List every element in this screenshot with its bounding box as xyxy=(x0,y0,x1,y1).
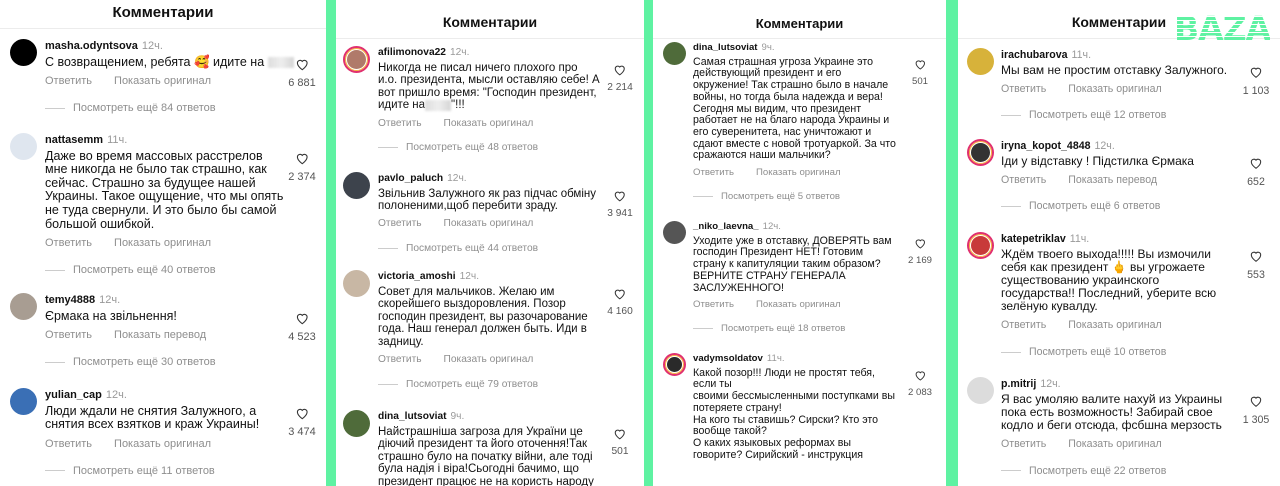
comment-line: була надія і віра!Сьогодні бачимо, що xyxy=(378,463,579,476)
avatar[interactable] xyxy=(663,353,686,376)
heart-icon[interactable] xyxy=(600,189,640,203)
timestamp: 9ч. xyxy=(450,411,465,422)
avatar[interactable] xyxy=(967,377,994,404)
avatar-image xyxy=(971,143,990,162)
reply-button[interactable]: Ответить xyxy=(378,354,422,366)
heart-icon[interactable] xyxy=(600,287,640,301)
comment-text xyxy=(693,368,895,462)
comment-line: вообще такой? xyxy=(693,425,767,438)
comment-text xyxy=(1001,155,1194,168)
comment-actions xyxy=(378,118,600,129)
like-count: 3 474 xyxy=(288,426,316,439)
reply-button[interactable]: Ответить xyxy=(693,299,735,311)
translate-button[interactable]: Показать оригинал xyxy=(756,167,841,179)
like-count: 2 083 xyxy=(907,387,932,399)
reply-button[interactable]: Ответить xyxy=(378,117,422,129)
like-count: 501 xyxy=(911,76,928,88)
view-replies-label[interactable]: Посмотреть ещё 79 ответов xyxy=(406,379,539,391)
username[interactable] xyxy=(378,172,596,186)
like-control[interactable] xyxy=(282,406,322,439)
timestamp: 12ч. xyxy=(447,173,467,184)
comment-body xyxy=(693,221,892,334)
avatar[interactable] xyxy=(10,133,37,160)
comment-body xyxy=(1001,139,1194,212)
username-text[interactable]: nattasemm xyxy=(45,134,104,146)
comment-line: если ты xyxy=(693,378,732,391)
comment-body xyxy=(693,42,896,202)
comments-title: Комментарии xyxy=(1071,14,1167,30)
comment-line: сдают вместе с новой тротуаркой. За что xyxy=(693,137,896,150)
heart-icon[interactable] xyxy=(1236,394,1276,408)
view-replies-label[interactable]: Посмотреть ещё 40 ответов xyxy=(73,264,216,277)
timestamp: 11ч. xyxy=(1071,49,1092,61)
timestamp: 9ч. xyxy=(761,42,775,53)
avatar[interactable] xyxy=(967,139,994,166)
heart-icon[interactable] xyxy=(900,58,940,71)
comment-body xyxy=(1001,377,1222,477)
comment-line: идите на "!!! xyxy=(378,99,465,112)
comment-line: діючий президент та його оточення!Так xyxy=(378,438,588,451)
comment-text xyxy=(45,405,259,432)
timestamp: 11ч. xyxy=(766,353,785,364)
reply-button[interactable]: Ответить xyxy=(45,237,93,250)
comment-text xyxy=(45,310,228,324)
comment-line: С возвращением, ребята 🥰 идите на xyxy=(45,56,294,70)
comment-line: большой ошибкой. xyxy=(45,216,155,231)
timestamp: 12ч. xyxy=(762,221,781,232)
username[interactable] xyxy=(1001,377,1222,391)
comment-line: господин президент, вы разочарование xyxy=(378,310,588,323)
reply-button[interactable]: Ответить xyxy=(1001,319,1047,332)
comment-line: сейчас. Страшно за будущее нашей xyxy=(45,175,256,190)
reply-button[interactable]: Ответить xyxy=(693,167,735,179)
comment-actions xyxy=(693,299,892,310)
heart-icon[interactable] xyxy=(1236,65,1276,79)
comment-line: страну к капитуляции таким образом? xyxy=(693,258,881,271)
avatar[interactable] xyxy=(967,232,994,259)
view-replies-label[interactable]: Посмотреть ещё 84 ответов xyxy=(73,102,216,115)
comment-text xyxy=(378,426,594,486)
like-count: 2 374 xyxy=(288,171,316,184)
translate-button[interactable]: Показать оригинал xyxy=(114,75,211,88)
like-count: 501 xyxy=(611,446,629,458)
view-replies-label[interactable]: Посмотреть ещё 48 ответов xyxy=(406,142,539,154)
comment-body xyxy=(1001,48,1227,121)
comment-text xyxy=(1001,248,1216,313)
username-text[interactable]: pavlo_paluch xyxy=(378,173,444,184)
username[interactable] xyxy=(693,353,895,366)
comment-line: Мы вам не простим отставку Залужного. xyxy=(1001,63,1228,78)
comment-line: страшно було на початку війни, але тоді xyxy=(378,450,593,463)
translate-button[interactable]: Показать оригинал xyxy=(443,218,534,230)
heart-icon[interactable] xyxy=(282,406,322,421)
comment-text xyxy=(693,57,896,162)
comment-line: Самая страшная угроза Украине это xyxy=(693,55,873,68)
like-control[interactable] xyxy=(282,151,322,184)
comment-line: На кого ты ставишь? Сирски? Кто это xyxy=(693,413,879,426)
avatar[interactable] xyxy=(663,221,686,244)
avatar-image xyxy=(347,50,366,69)
translate-button[interactable]: Показать оригинал xyxy=(114,437,211,450)
comment-line: ВЕРНИТЕ СТРАНУ ГЕНЕРАЛА xyxy=(693,269,846,282)
comment-body xyxy=(378,46,600,153)
comment-line: и.о. президента, мысли оставляю себе! А xyxy=(378,74,600,87)
avatar[interactable] xyxy=(967,48,994,75)
translate-button[interactable]: Показать оригинал xyxy=(1068,438,1162,451)
comment-line: скорейшего выздоровления. Позор xyxy=(378,298,566,311)
username[interactable] xyxy=(45,293,228,308)
view-replies-label[interactable]: Посмотреть ещё 12 ответов xyxy=(1029,109,1167,122)
timestamp: 11ч. xyxy=(107,134,128,146)
like-control[interactable] xyxy=(282,57,322,90)
like-control[interactable] xyxy=(282,311,322,344)
view-replies-label[interactable]: Посмотреть ещё 22 ответов xyxy=(1029,464,1167,477)
heart-icon[interactable] xyxy=(282,151,322,166)
comment-line: Люди ждали не снятия Залужного, а xyxy=(45,403,257,418)
username[interactable] xyxy=(45,39,294,54)
censored-word xyxy=(425,100,451,110)
comment-line: Іди у відставку ! Підстилка Єрмака xyxy=(1001,154,1194,169)
comment-line: Сегодня мы видим, что президент xyxy=(693,102,862,115)
username[interactable] xyxy=(378,270,588,284)
like-control[interactable] xyxy=(600,287,640,318)
like-count: 1 103 xyxy=(1242,85,1270,98)
like-count: 2 169 xyxy=(907,255,932,267)
like-control[interactable] xyxy=(900,58,940,88)
comment-actions xyxy=(45,237,283,249)
comment-actions xyxy=(1001,319,1216,331)
heart-icon[interactable] xyxy=(900,237,940,250)
username[interactable] xyxy=(693,42,896,55)
comment-actions xyxy=(378,218,596,229)
comment-line: Никогда не писал ничего плохого про xyxy=(378,61,578,74)
view-replies-button[interactable] xyxy=(45,356,228,368)
view-replies-button[interactable] xyxy=(45,102,294,114)
reply-button[interactable]: Ответить xyxy=(1001,174,1047,187)
timestamp: 12ч. xyxy=(449,47,470,58)
like-control[interactable] xyxy=(1236,394,1276,426)
view-replies-label[interactable]: Посмотреть ещё 5 ответов xyxy=(721,191,841,203)
comment-line: господин Президент НЕТ! Готовим xyxy=(693,246,863,259)
avatar[interactable] xyxy=(343,46,370,73)
comment-body xyxy=(1001,232,1216,358)
username-text[interactable]: temy4888 xyxy=(45,294,96,306)
username[interactable] xyxy=(1001,48,1227,62)
view-replies-button[interactable] xyxy=(1001,200,1194,212)
timestamp: 12ч. xyxy=(99,294,121,306)
like-control[interactable] xyxy=(600,189,640,220)
view-replies-button[interactable] xyxy=(1001,109,1227,121)
comment-line: не туда свернули. И это было бы самой xyxy=(45,202,277,217)
comment-body xyxy=(378,172,596,254)
comment-text xyxy=(1001,64,1227,77)
comment-text xyxy=(693,236,892,295)
avatar-image xyxy=(971,236,990,255)
avatar[interactable] xyxy=(10,39,37,66)
heart-icon[interactable] xyxy=(600,427,640,441)
comment-line: его суверенитета, нас уничтожают и xyxy=(693,125,872,138)
like-count: 2 214 xyxy=(607,82,633,94)
comment-actions xyxy=(45,438,259,450)
like-count: 553 xyxy=(1247,269,1265,282)
header-divider xyxy=(0,28,326,29)
like-control[interactable] xyxy=(900,369,940,399)
comment-line: Даже во время массовых расстрелов xyxy=(45,148,263,163)
timestamp: 12ч. xyxy=(459,271,480,282)
comment-text xyxy=(378,62,600,112)
heart-icon[interactable] xyxy=(600,63,640,77)
view-replies-label[interactable]: Посмотреть ещё 30 ответов xyxy=(73,356,216,369)
reply-button[interactable]: Ответить xyxy=(45,329,93,342)
view-replies-button[interactable] xyxy=(378,379,588,390)
username[interactable] xyxy=(1001,232,1216,246)
header-divider xyxy=(336,38,644,39)
view-replies-label[interactable]: Посмотреть ещё 6 ответов xyxy=(1029,200,1161,213)
comment-actions xyxy=(1001,174,1194,186)
comment-body xyxy=(45,133,283,276)
timestamp: 12ч. xyxy=(1040,378,1061,390)
comment-text xyxy=(45,150,283,232)
view-replies-button[interactable] xyxy=(1001,346,1216,358)
username[interactable] xyxy=(45,133,283,148)
like-count: 4 160 xyxy=(607,306,633,318)
timestamp: 12ч. xyxy=(1094,140,1115,152)
username-text[interactable]: dina_lutsoviat xyxy=(693,42,758,53)
username-text[interactable]: iryna_kopot_4848 xyxy=(1001,140,1091,152)
comment-line: работает не на благо народа Украины и xyxy=(693,114,890,127)
reply-button[interactable]: Ответить xyxy=(45,437,93,450)
username[interactable] xyxy=(378,410,594,424)
heart-icon[interactable] xyxy=(900,369,940,382)
comment-line: снятия всех взятков и краж Украины! xyxy=(45,417,260,432)
comment-actions xyxy=(1001,83,1227,95)
view-replies-label[interactable]: Посмотреть ещё 10 ответов xyxy=(1029,345,1167,358)
like-control[interactable] xyxy=(600,63,640,94)
comment-body xyxy=(378,410,594,486)
translate-button[interactable]: Показать оригинал xyxy=(1068,83,1162,96)
avatar[interactable] xyxy=(343,410,370,437)
like-control[interactable] xyxy=(1236,156,1276,188)
translate-button[interactable]: Показать оригинал xyxy=(756,299,841,311)
comment-line: Я вас умоляю валите нахуй из Украины xyxy=(1001,392,1223,407)
comment-line: Уходите уже в отставку, ДОВЕРЯТЬ вам xyxy=(693,234,892,247)
view-replies-button[interactable] xyxy=(693,191,896,202)
username[interactable] xyxy=(693,221,892,234)
comment-body xyxy=(45,388,259,477)
avatar[interactable] xyxy=(663,42,686,65)
username-text[interactable]: vadymsoldatov xyxy=(693,353,763,364)
username-text[interactable]: _niko_laevna_ xyxy=(693,221,759,232)
comments-title: Комментарии xyxy=(442,14,538,30)
comments-panel-3 xyxy=(653,0,946,486)
translate-button[interactable]: Показать перевод xyxy=(114,329,207,342)
username[interactable] xyxy=(378,46,600,60)
comment-line: Єрмака на звільнення! xyxy=(45,308,177,323)
like-count: 1 305 xyxy=(1242,414,1270,427)
comment-line: войны, но тогда была надежда и вера! xyxy=(693,90,883,103)
comment-line: Ждём твоего выхода!!!!! Вы измочили xyxy=(1001,247,1211,262)
like-count: 652 xyxy=(1247,176,1265,189)
comment-line: президент працює не на користь народу xyxy=(378,475,594,486)
comment-line: своими бессмысленными поступками вы xyxy=(693,390,895,403)
comments-panel-2 xyxy=(336,0,644,486)
username-text[interactable]: irachubarova xyxy=(1001,49,1068,61)
comment-line: зелёную кувалду. xyxy=(1001,299,1098,314)
comment-actions xyxy=(45,329,228,341)
view-replies-button[interactable] xyxy=(693,323,892,334)
translate-button[interactable]: Показать оригинал xyxy=(114,237,211,250)
comment-actions xyxy=(1001,438,1222,450)
avatar[interactable] xyxy=(10,293,37,320)
like-count: 4 523 xyxy=(288,331,316,344)
comments-panel-4 xyxy=(958,0,1280,486)
comment-line: Совет для мальчиков. Желаю им xyxy=(378,285,555,298)
comment-line: задницу. xyxy=(378,335,424,348)
comment-actions xyxy=(45,75,294,87)
avatar[interactable] xyxy=(343,172,370,199)
comment-line: окружение! Так страшно было в начале xyxy=(693,79,889,92)
comment-line: Какой позор!!! Люди не простят тебя, xyxy=(693,366,875,379)
comment-text xyxy=(45,56,294,70)
comment-line: потеряете страну! xyxy=(693,401,782,414)
like-control[interactable] xyxy=(1236,65,1276,97)
username-text[interactable]: yulian_cap xyxy=(45,389,102,401)
view-replies-label[interactable]: Посмотреть ещё 44 ответов xyxy=(406,243,539,255)
comment-line: действующий президент и его xyxy=(693,67,842,80)
comment-line: существованию украинского xyxy=(1001,273,1160,288)
username[interactable] xyxy=(1001,139,1194,153)
comment-text xyxy=(1001,393,1222,432)
comment-line: года. Наш генерал должен быть. Иди в xyxy=(378,323,587,336)
reply-button[interactable]: Ответить xyxy=(378,218,422,230)
view-replies-button[interactable] xyxy=(1001,465,1222,477)
comment-line: государства!! Последний, уберите всю xyxy=(1001,286,1217,301)
baza-logo: BAZA xyxy=(1174,9,1271,48)
comment-body xyxy=(378,270,588,390)
comment-line: Найстрашніша загроза для України це xyxy=(378,425,583,438)
reply-button[interactable]: Ответить xyxy=(1001,438,1047,451)
timestamp: 11ч. xyxy=(1069,233,1090,245)
comment-line: мне никогда не было так страшно, как xyxy=(45,162,267,177)
translate-button[interactable]: Показать оригинал xyxy=(443,117,534,129)
translate-button[interactable]: Показать оригинал xyxy=(1068,319,1162,332)
username-text[interactable]: masha.odyntsova xyxy=(45,40,138,52)
translate-button[interactable]: Показать перевод xyxy=(1068,174,1158,187)
heart-icon[interactable] xyxy=(282,57,322,72)
like-control[interactable] xyxy=(900,237,940,267)
timestamp: 12ч. xyxy=(141,40,163,52)
reply-button[interactable]: Ответить xyxy=(45,75,93,88)
avatar[interactable] xyxy=(10,388,37,415)
username-text[interactable]: dina_lutsoviat xyxy=(378,411,447,422)
username[interactable] xyxy=(45,388,259,403)
comment-line: пока есть возможность! Забирай свое xyxy=(1001,405,1213,420)
comments-title: Комментарии xyxy=(755,16,844,31)
like-control[interactable] xyxy=(1236,249,1276,281)
heart-icon[interactable] xyxy=(1236,156,1276,170)
comment-actions xyxy=(378,354,588,365)
comment-line: вот пришло время: "Господин президент, xyxy=(378,86,597,99)
heart-icon[interactable] xyxy=(1236,249,1276,263)
comment-line: сражаются наши мальчики? xyxy=(693,149,831,162)
comments-panel-1 xyxy=(0,0,326,486)
comments-title: Комментарии xyxy=(112,4,214,21)
comment-line: Украины. Такое ощущение, что мы опять xyxy=(45,189,284,204)
comment-line: ЗАСЛУЖЕННОГО! xyxy=(693,281,784,294)
translate-button[interactable]: Показать оригинал xyxy=(443,354,534,366)
view-replies-button[interactable] xyxy=(378,243,596,254)
view-replies-label[interactable]: Посмотреть ещё 11 ответов xyxy=(73,464,215,477)
comment-line: говорите? Сирийский - инструкция xyxy=(693,448,864,461)
username-text[interactable]: victoria_amoshi xyxy=(378,271,456,282)
reply-button[interactable]: Ответить xyxy=(1001,83,1047,96)
view-replies-label[interactable]: Посмотреть ещё 18 ответов xyxy=(721,323,846,335)
comment-line: себя как президент 🖕 вы угрожаете xyxy=(1001,260,1205,275)
view-replies-button[interactable] xyxy=(45,264,283,276)
header-divider xyxy=(653,38,946,39)
avatar-image xyxy=(667,357,682,372)
username-text[interactable]: katepetriklav xyxy=(1001,233,1066,245)
comment-line: Звільнив Залужного як раз підчас обміну xyxy=(378,187,596,200)
like-control[interactable] xyxy=(600,427,640,458)
comment-body xyxy=(693,353,895,461)
comment-body xyxy=(45,293,228,368)
view-replies-button[interactable] xyxy=(378,142,600,153)
like-count: 3 941 xyxy=(607,208,633,220)
avatar[interactable] xyxy=(343,270,370,297)
comment-body xyxy=(45,39,294,114)
timestamp: 12ч. xyxy=(105,389,127,401)
comment-actions xyxy=(693,167,896,178)
like-count: 6 881 xyxy=(288,77,316,90)
comment-text xyxy=(378,188,596,213)
comment-line: кодло и беги отсюда, фсбшна мерзость xyxy=(1001,418,1222,433)
username-text[interactable]: afilimonova22 xyxy=(378,47,446,58)
heart-icon[interactable] xyxy=(282,311,322,326)
comment-text xyxy=(378,286,588,349)
view-replies-button[interactable] xyxy=(45,465,259,477)
comment-line: полоненими,щоб перебити зраду. xyxy=(378,200,558,213)
comment-line: О каких языковых реформах вы xyxy=(693,436,852,449)
username-text[interactable]: p.mitrij xyxy=(1001,378,1037,390)
